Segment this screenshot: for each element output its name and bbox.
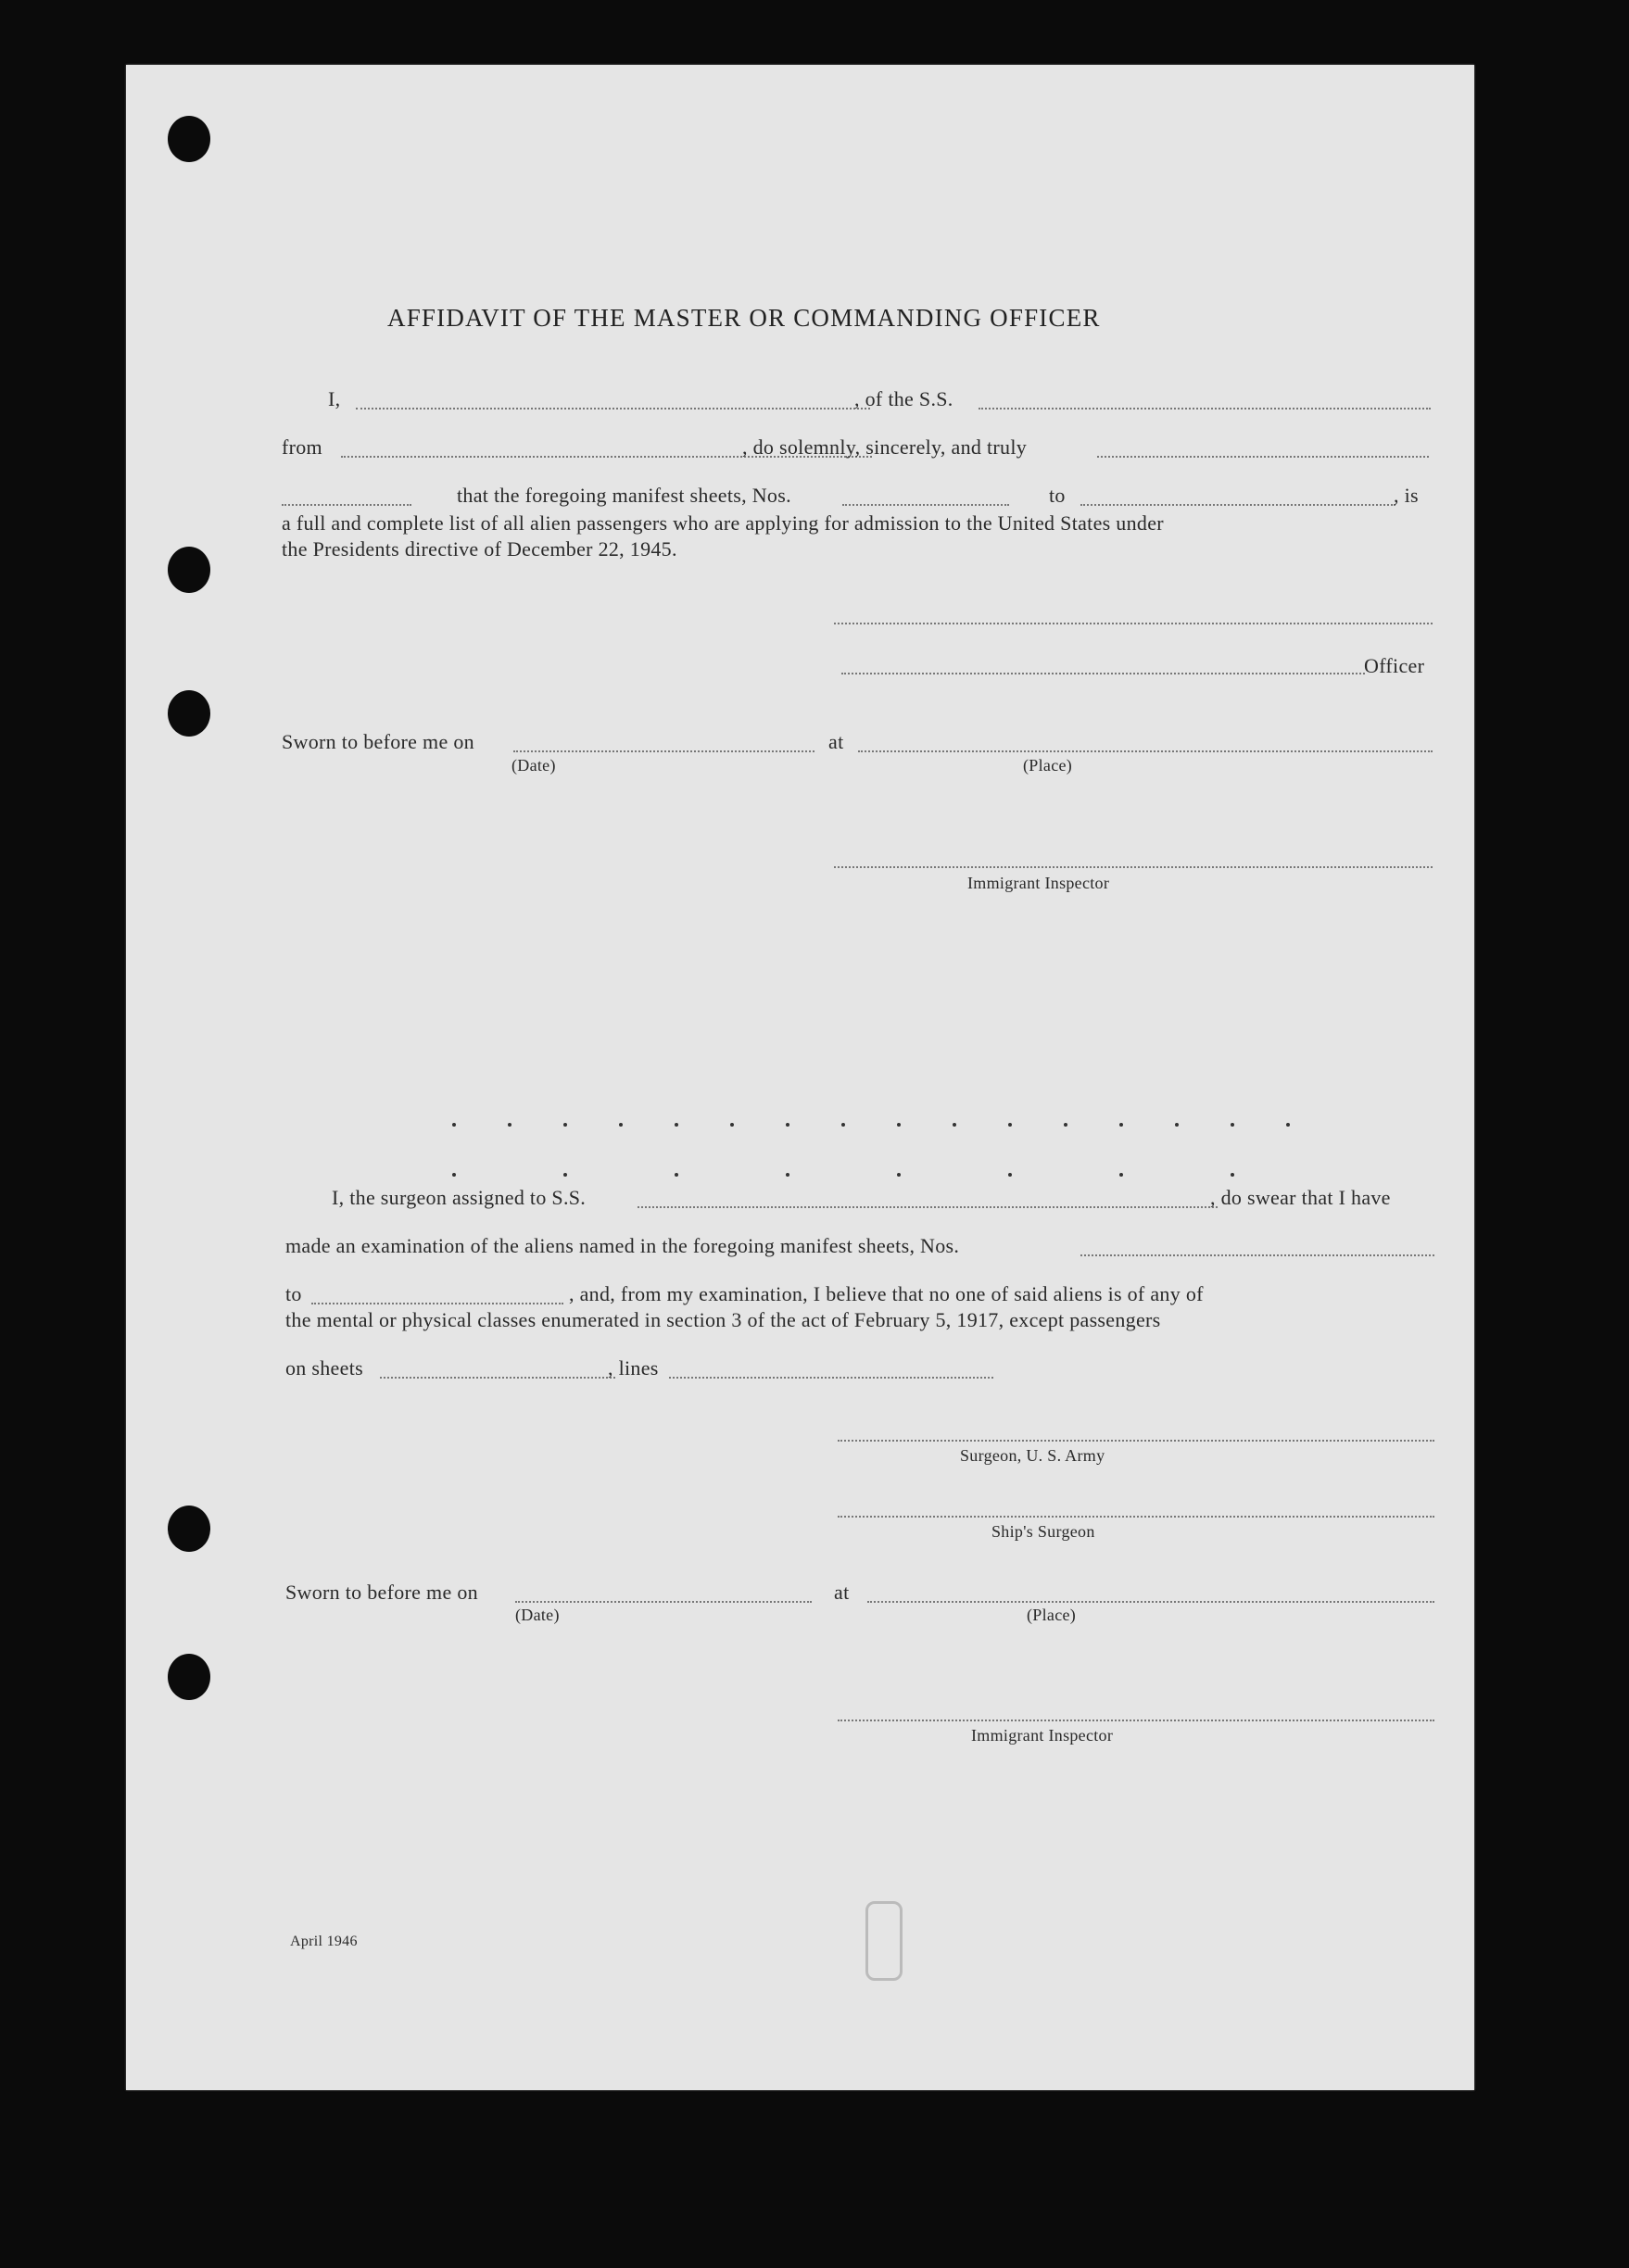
surgeon-sheets-blank [380,1377,615,1379]
bleed-through-mark [897,1123,901,1127]
master-line3-to: to [1049,484,1066,507]
bleed-through-mark [508,1123,511,1127]
master-inspector-label: Immigrant Inspector [967,874,1110,892]
officer-title-blank [841,673,1365,674]
ship-name-blank [979,408,1431,410]
surgeon-line1-start: I, the surgeon assigned to S.S. [332,1186,587,1209]
army-surgeon-signature-blank [838,1440,1434,1442]
bleed-through-mark [1119,1173,1123,1177]
sheet-to-blank [1080,504,1395,506]
master-name-blank [356,408,870,410]
master-signature-blank [834,623,1433,624]
bleed-through-mark [452,1123,456,1127]
master-line2-mid: , do solemnly, sincerely, and truly [742,435,1028,459]
officer-label: Officer [1364,654,1425,677]
surgeon-line1-end: , do swear that I have [1210,1186,1391,1209]
surgeon-sworn-date-blank [515,1601,812,1603]
bleed-through-mark [786,1123,789,1127]
bleed-through-mark [563,1123,567,1127]
swear-blank [282,504,411,506]
bleed-through-mark [730,1123,734,1127]
surgeon-date-caption: (Date) [515,1606,560,1624]
bleed-through-mark [675,1123,678,1127]
page-title: AFFIDAVIT OF THE MASTER OR COMMANDING OFFICER [387,304,1101,332]
surgeon-sworn-label: Sworn to before me on [285,1581,478,1604]
surgeon-place-caption: (Place) [1027,1606,1077,1624]
affidavit-form-page [126,65,1474,2090]
bleed-through-mark [1231,1173,1234,1177]
bleed-through-mark [1231,1123,1234,1127]
surgeon-lines-blank [669,1377,993,1379]
bleed-through-mark [563,1173,567,1177]
surgeon-inspector-label: Immigrant Inspector [971,1726,1114,1745]
master-line2-start: from [282,435,322,459]
bleed-through-mark [452,1173,456,1177]
bleed-through-mark [897,1173,901,1177]
surgeon-line5-mid: , lines [608,1356,659,1380]
surgeon-sworn-place-blank [867,1601,1434,1603]
master-sworn-place-blank [858,750,1433,752]
binder-hole [168,116,210,162]
master-at-label: at [828,730,844,753]
binder-hole [168,547,210,593]
ships-surgeon-signature-blank [838,1516,1434,1518]
surgeon-sheet-to-blank [311,1303,563,1304]
surgeon-sheet-from-blank [1080,1254,1434,1256]
declaration-blank [1097,456,1429,458]
surgeon-line2: made an examination of the aliens named in the foregoing manifest sheets, Nos. [285,1234,960,1257]
bleed-through-mark [786,1173,789,1177]
bleed-through-mark [1008,1123,1012,1127]
army-surgeon-label: Surgeon, U. S. Army [960,1446,1105,1465]
binder-hole [168,690,210,737]
master-line1-mid: , of the S.S. [854,387,953,410]
surgeon-line3-end: , and, from my examination, I believe that no one of said aliens is of any of [569,1282,1204,1305]
surgeon-ship-blank [638,1206,1218,1208]
surgeon-at-label: at [834,1581,850,1604]
master-date-caption: (Date) [511,756,556,775]
bleed-through-mark [1008,1173,1012,1177]
surgeon-line3-start: to [285,1282,302,1305]
bleed-through-mark [675,1173,678,1177]
binder-hole [168,1506,210,1552]
bleed-through-mark [1175,1123,1179,1127]
master-sworn-label: Sworn to before me on [282,730,474,753]
master-line3-end: , is [1394,484,1419,507]
surgeon-line4: the mental or physical classes enumerated in section 3 of the act of February 5, 1917, except passengers [285,1308,1161,1331]
master-place-caption: (Place) [1023,756,1073,775]
master-line5: the Presidents directive of December 22, 1945. [282,537,677,561]
bleed-through-mark [1119,1123,1123,1127]
master-inspector-signature-blank [834,866,1433,868]
ships-surgeon-label: Ship's Surgeon [991,1522,1095,1541]
form-date: April 1946 [290,1934,358,1949]
surgeon-inspector-signature-blank [838,1720,1434,1721]
bleed-through-mark [841,1123,845,1127]
master-line3-mid: that the foregoing manifest sheets, Nos. [457,484,791,507]
binder-hole [168,1654,210,1700]
bleed-through-mark [953,1123,956,1127]
bleed-through-mark [1064,1123,1067,1127]
sheet-number-stamp [865,1901,903,1981]
bleed-through-mark [619,1123,623,1127]
master-line4: a full and complete list of all alien passengers who are applying for admission to the United States under [282,511,1164,535]
master-line1-start: I, [328,387,341,410]
master-sworn-date-blank [513,750,814,752]
bleed-through-mark [1286,1123,1290,1127]
sheet-from-blank [842,504,1009,506]
surgeon-line5-start: on sheets [285,1356,363,1380]
